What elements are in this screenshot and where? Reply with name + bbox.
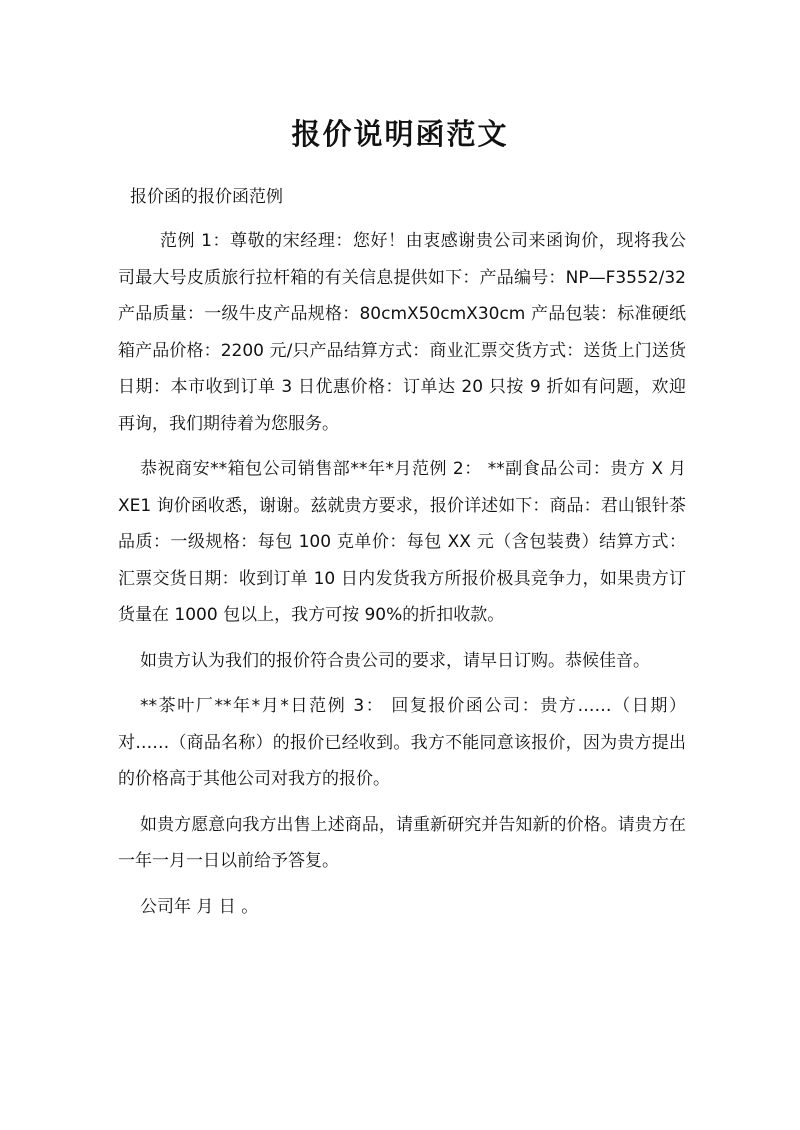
- document-subtitle: 报价函的报价函范例: [130, 187, 283, 207]
- paragraph-reply-request: 如贵方愿意向我方出售上述商品，请重新研究并告知新的价格。请贵方在一年一月一日以前给予答复。: [118, 814, 686, 871]
- document-body: [118, 223, 686, 934]
- paragraph-order-invitation: 如贵方认为我们的报价符合贵公司的要求，请早日订购。恭候佳音。: [140, 650, 650, 671]
- paragraph-example-2: 恭祝商安**箱包公司销售部**年*月范例 2： **副食品公司：贵方 X 月 XE1 询价函收悉，谢谢。兹就贵方要求，报价详述如下：商品：君山银针茶品质：一级规格：每包 100 克单价：每包 XX 元（含包装费）结算方式：汇票交货日期：收到订单 10 日内发货我方所报价极具竞争力，如果贵方订货量在 1000 包以上，我方可按 90%的折扣收款。: [118, 459, 686, 625]
- paragraph-example-1: 范例 1：尊敬的宋经理：您好！由衷感谢贵公司来函询价，现将我公司最大号皮质旅行拉杆箱的有关信息提供如下：产品编号：NP—F3552/32 产品质量：一级牛皮产品规格：80cmX50cmX30cm 产品包装：标准硬纸箱产品价格：2200 元/只产品结算方式：商业汇票交货方式：送货上门送货日期：本市收到订单 3 日优惠价格：订单达 20 只按 9 折如有问题，欢迎再询，我们期待着为您服务。: [118, 231, 686, 434]
- document-title: 报价说明函范文: [291, 117, 509, 151]
- paragraph-closing-date: 公司年 月 日 。: [140, 896, 259, 917]
- paragraph-example-3: **茶叶厂**年*月*日范例 3： 回复报价函公司：贵方……（日期）对……（商品名称）的报价已经收到。我方不能同意该报价，因为贵方提出的价格高于其他公司对我方的报价。: [118, 696, 686, 789]
